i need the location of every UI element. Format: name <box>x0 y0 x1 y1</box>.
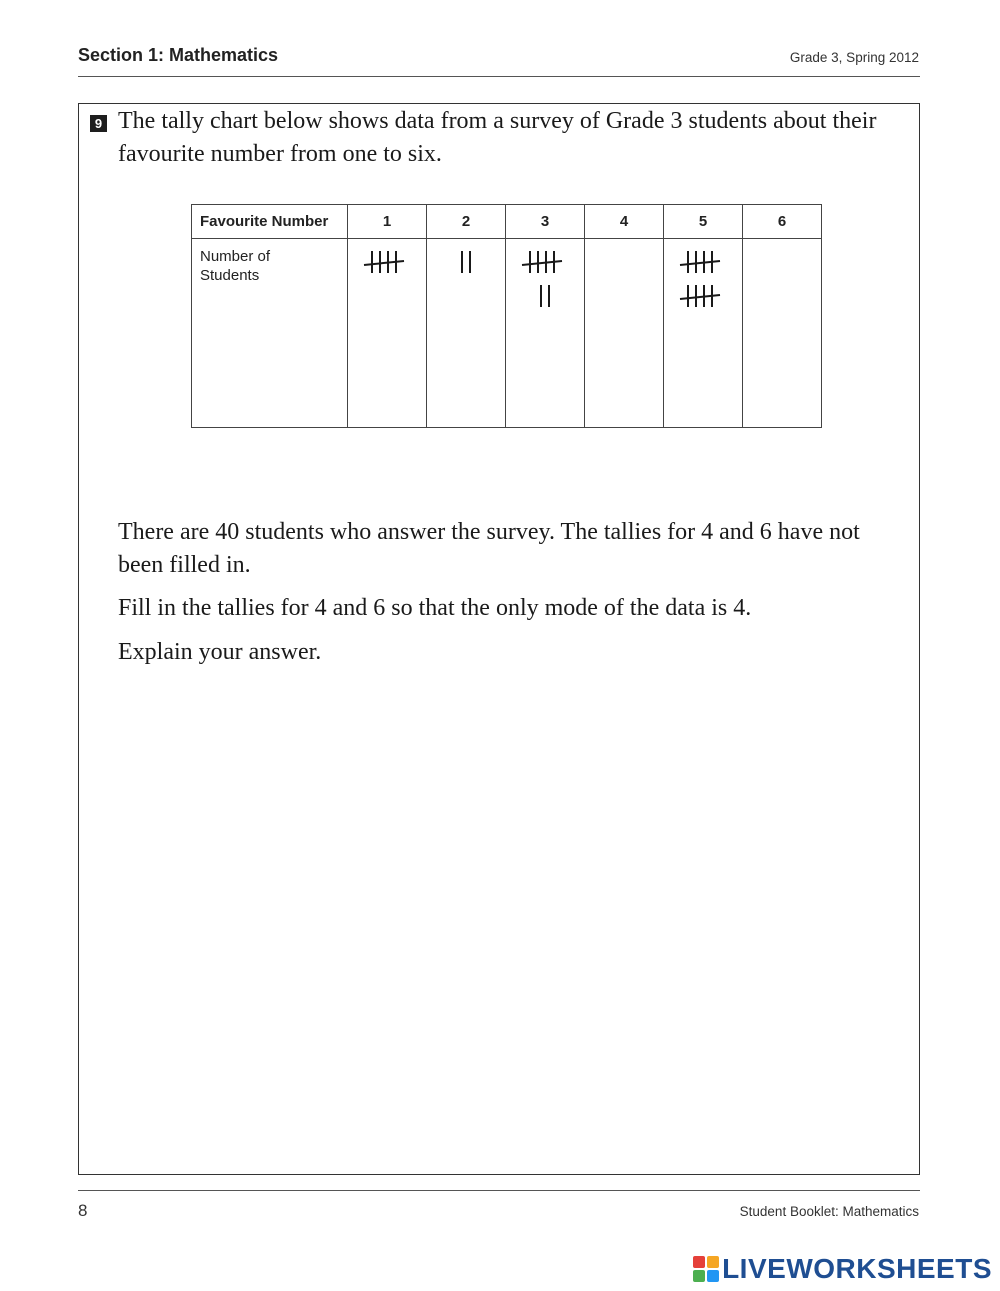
booklet-title: Student Booklet: Mathematics <box>739 1204 919 1219</box>
brand-name: LIVEWORKSHEETS <box>722 1253 992 1284</box>
category-label-6: 6 <box>743 205 822 239</box>
category-label-1: 1 <box>348 205 427 239</box>
tally-row-label: Number of Students <box>192 239 348 428</box>
tally-chart <box>191 204 822 428</box>
tally-header-label: Favourite Number <box>192 205 348 239</box>
header-divider <box>78 76 920 77</box>
logo-square-2 <box>707 1256 719 1268</box>
tally-stroke-10 <box>680 295 720 299</box>
grade-info: Grade 3, Spring 2012 <box>789 50 919 65</box>
tally-cell-3 <box>506 239 585 428</box>
liveworksheets-logo-icon <box>693 1256 719 1282</box>
tally-marks-1 <box>348 239 426 419</box>
category-label-2: 2 <box>427 205 506 239</box>
tally-cell-2 <box>427 239 506 428</box>
tally-cell-4[interactable] <box>585 239 664 428</box>
tally-stroke-5 <box>364 261 404 265</box>
logo-square-1 <box>693 1256 705 1268</box>
survey-info-text: There are 40 students who answer the survey. The tallies for 4 and 6 have not been filled in. <box>118 519 860 578</box>
page-number: 8 <box>78 1201 88 1220</box>
tally-header-row <box>192 205 822 239</box>
category-label-4: 4 <box>585 205 664 239</box>
category-label-5: 5 <box>664 205 743 239</box>
question-intro: The tally chart below shows data from a survey of Grade 3 students about their favourite number from one to six. <box>118 108 877 167</box>
tally-data-row <box>192 239 822 428</box>
explain-prompt: Explain your answer. <box>118 639 322 665</box>
question-number-badge: 9 <box>90 115 107 132</box>
tally-cell-1 <box>348 239 427 428</box>
category-label-3: 3 <box>506 205 585 239</box>
footer-divider <box>78 1190 920 1191</box>
tally-cell-5 <box>664 239 743 428</box>
tally-marks-3 <box>506 239 584 419</box>
logo-square-4 <box>707 1270 719 1282</box>
liveworksheets-brand[interactable] <box>693 1253 992 1285</box>
tally-cell-6[interactable] <box>743 239 822 428</box>
tally-stroke-5 <box>522 261 562 265</box>
tally-marks-5 <box>664 239 742 419</box>
instruction-text: Fill in the tallies for 4 and 6 so that the only mode of the data is 4. <box>118 595 752 621</box>
logo-square-3 <box>693 1270 705 1282</box>
tally-marks-2 <box>427 239 505 419</box>
tally-stroke-5 <box>680 261 720 265</box>
section-title: Section 1: Mathematics <box>78 45 279 65</box>
